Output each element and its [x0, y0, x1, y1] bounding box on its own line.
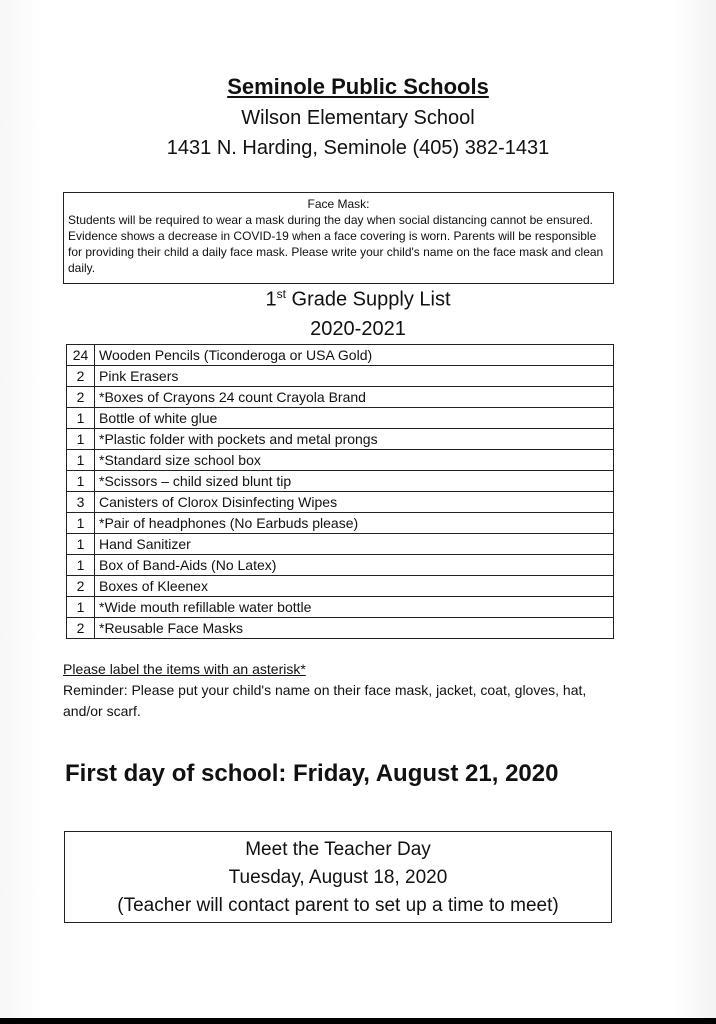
item-quantity: 2 [67, 366, 95, 387]
meet-teacher-title: Meet the Teacher Day [245, 839, 431, 860]
item-name: *Reusable Face Masks [95, 618, 614, 639]
table-row [67, 450, 614, 471]
item-quantity: 1 [67, 450, 95, 471]
supply-list-title [0, 287, 716, 312]
item-quantity: 3 [67, 492, 95, 513]
meet-teacher-box [64, 831, 612, 923]
item-name: Boxes of Kleenex [95, 576, 614, 597]
item-name: Pink Erasers [95, 366, 614, 387]
table-row [67, 513, 614, 534]
item-name: *Wide mouth refillable water bottle [95, 597, 614, 618]
item-name: *Standard size school box [95, 450, 614, 471]
table-row [67, 597, 614, 618]
item-quantity: 1 [67, 408, 95, 429]
table-row [67, 345, 614, 366]
bottom-edge [0, 1018, 716, 1024]
reminder-note: Reminder: Please put your child's name on their face mask, jacket, coat, gloves, hat, and/or scarf. [63, 682, 587, 719]
item-name: *Plastic folder with pockets and metal prongs [95, 429, 614, 450]
school-name: Wilson Elementary School [241, 107, 475, 129]
item-quantity: 24 [67, 345, 95, 366]
asterisk-label-note: Please label the items with an asterisk* [63, 661, 306, 677]
item-name: Hand Sanitizer [95, 534, 614, 555]
item-quantity: 1 [67, 429, 95, 450]
school-address: 1431 N. Harding, Seminole (405) 382-1431 [166, 137, 550, 159]
item-name: *Boxes of Crayons 24 count Crayola Brand [95, 387, 614, 408]
item-name: *Pair of headphones (No Earbuds please) [95, 513, 614, 534]
table-row [67, 618, 614, 639]
supply-table [66, 344, 614, 639]
table-row [67, 555, 614, 576]
item-name: Bottle of white glue [95, 408, 614, 429]
supply-list-title-text: Grade Supply List [285, 288, 451, 311]
grade-ordinal: st [276, 287, 286, 301]
grade-number: 1 [265, 288, 277, 311]
item-quantity: 1 [67, 555, 95, 576]
face-mask-title: Face Mask: [307, 197, 370, 211]
item-quantity: 1 [67, 534, 95, 555]
table-row [67, 387, 614, 408]
table-row [67, 534, 614, 555]
item-name: Wooden Pencils (Ticonderoga or USA Gold) [95, 345, 614, 366]
item-quantity: 2 [67, 576, 95, 597]
school-year: 2020-2021 [310, 318, 406, 340]
table-row [67, 471, 614, 492]
table-row [67, 576, 614, 597]
item-name: Canisters of Clorox Disinfecting Wipes [95, 492, 614, 513]
item-quantity: 2 [67, 618, 95, 639]
face-mask-text: Students will be required to wear a mask during the day when social distancing cannot be ensured. Evidence shows a decrease in COVID-19 when a face covering is worn. Parents will be responsible for providing their child a daily face mask. Please write your child's name on the face mask and clean daily. [68, 213, 604, 275]
item-quantity: 1 [67, 513, 95, 534]
meet-teacher-note: (Teacher will contact parent to set up a time to meet) [117, 895, 559, 916]
face-mask-notice [63, 192, 614, 284]
table-row [67, 366, 614, 387]
item-quantity: 1 [67, 597, 95, 618]
item-name: Box of Band-Aids (No Latex) [95, 555, 614, 576]
item-name: *Scissors – child sized blunt tip [95, 471, 614, 492]
table-row [67, 429, 614, 450]
table-row [67, 492, 614, 513]
table-row [67, 408, 614, 429]
district-name: Seminole Public Schools [227, 74, 489, 99]
item-quantity: 1 [67, 471, 95, 492]
item-quantity: 2 [67, 387, 95, 408]
meet-teacher-date: Tuesday, August 18, 2020 [228, 867, 448, 888]
first-day-heading: First day of school: Friday, August 21, 2020 [65, 760, 559, 787]
